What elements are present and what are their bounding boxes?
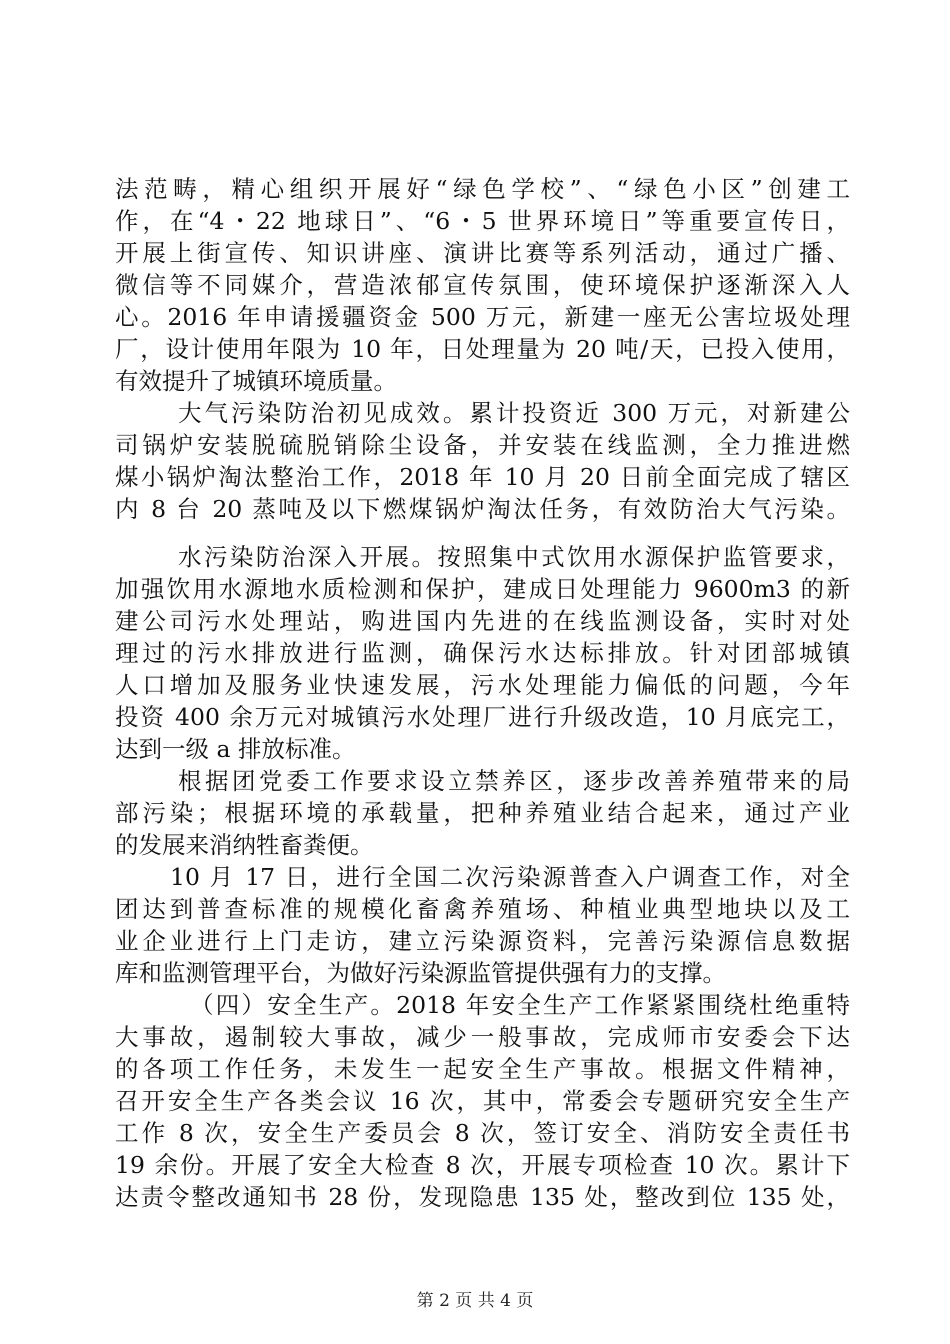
text-line: 业企业进行上门走访，建立污染源资料，完善污染源信息数据 — [115, 927, 850, 955]
text-line: 加强饮用水源地水质检测和保护，建成日处理能力 9600m3 的新 — [115, 575, 850, 603]
text-line: 大事故，遏制较大事故，减少一般事故，完成师市安委会下达 — [115, 1023, 850, 1051]
text-line: 理过的污水排放进行监测，确保污水达标排放。针对团部城镇 — [115, 639, 850, 667]
text-line: 内 8 台 20 蒸吨及以下燃煤锅炉淘汰任务，有效防治大气污染。 — [115, 495, 850, 523]
text-line: 的发展来消纳牲畜粪便。 — [115, 831, 374, 859]
text-line: 建公司污水处理站，购进国内先进的在线监测设备，实时对处 — [115, 607, 850, 635]
text-line: 有效提升了城镇环境质量。 — [115, 367, 397, 395]
text-line: 投资 400 余万元对城镇污水处理厂进行升级改造，10 月底完工， — [115, 703, 850, 731]
text-line: 开展上街宣传、知识讲座、演讲比赛等系列活动，通过广播、 — [115, 239, 850, 267]
text-line: 达到一级 a 排放标准。 — [115, 735, 356, 763]
paragraph-start-line: 10 月 17 日，进行全国二次污染源普查入户调查工作，对全 — [170, 863, 850, 891]
text-line: 19 余份。开展了安全大检查 8 次，开展专项检查 10 次。累计下 — [115, 1151, 850, 1179]
text-line: 团达到普查标准的规模化畜禽养殖场、种植业典型地块以及工 — [115, 895, 850, 923]
text-line: 法范畴，精心组织开展好“绿色学校”、“绿色小区”创建工 — [115, 175, 850, 203]
text-line: 人口增加及服务业快速发展，污水处理能力偏低的问题，今年 — [115, 671, 850, 699]
text-line: 部污染；根据环境的承载量，把种养殖业结合起来，通过产业 — [115, 799, 850, 827]
text-line: 工作 8 次，安全生产委员会 8 次，签订安全、消防安全责任书 — [115, 1119, 850, 1147]
paragraph-start-line: 水污染防治深入开展。按照集中式饮用水源保护监管要求， — [178, 543, 850, 571]
text-line: 厂，设计使用年限为 10 年，日处理量为 20 吨/天，已投入使用， — [115, 335, 850, 363]
page-number-footer: 第 2 页 共 4 页 — [416, 1291, 534, 1311]
paragraph-start-line: 大气污染防治初见成效。累计投资近 300 万元，对新建公 — [178, 399, 850, 427]
text-line: 召开安全生产各类会议 16 次，其中，常委会专题研究安全生产 — [115, 1087, 850, 1115]
text-line: 的各项工作任务，未发生一起安全生产事故。根据文件精神， — [115, 1055, 850, 1083]
paragraph-start-line: （四）安全生产。2018 年安全生产工作紧紧围绕杜绝重特 — [190, 991, 850, 1019]
text-line: 心。2016 年申请援疆资金 500 万元，新建一座无公害垃圾处理 — [115, 303, 850, 331]
text-line: 微信等不同媒介，营造浓郁宣传氛围，使环境保护逐渐深入人 — [115, 271, 850, 299]
text-line: 达责令整改通知书 28 份，发现隐患 135 处，整改到位 135 处， — [115, 1183, 850, 1211]
text-line: 司锅炉安装脱硫脱销除尘设备，并安装在线监测，全力推进燃 — [115, 431, 850, 459]
text-line: 库和监测管理平台，为做好污染源监管提供强有力的支撑。 — [115, 959, 726, 987]
text-line: 煤小锅炉淘汰整治工作，2018 年 10 月 20 日前全面完成了辖区 — [115, 463, 850, 491]
paragraph-start-line: 根据团党委工作要求设立禁养区，逐步改善养殖带来的局 — [178, 767, 850, 795]
text-line: 作，在“4・22 地球日”、“6・5 世界环境日”等重要宣传日， — [115, 207, 850, 235]
